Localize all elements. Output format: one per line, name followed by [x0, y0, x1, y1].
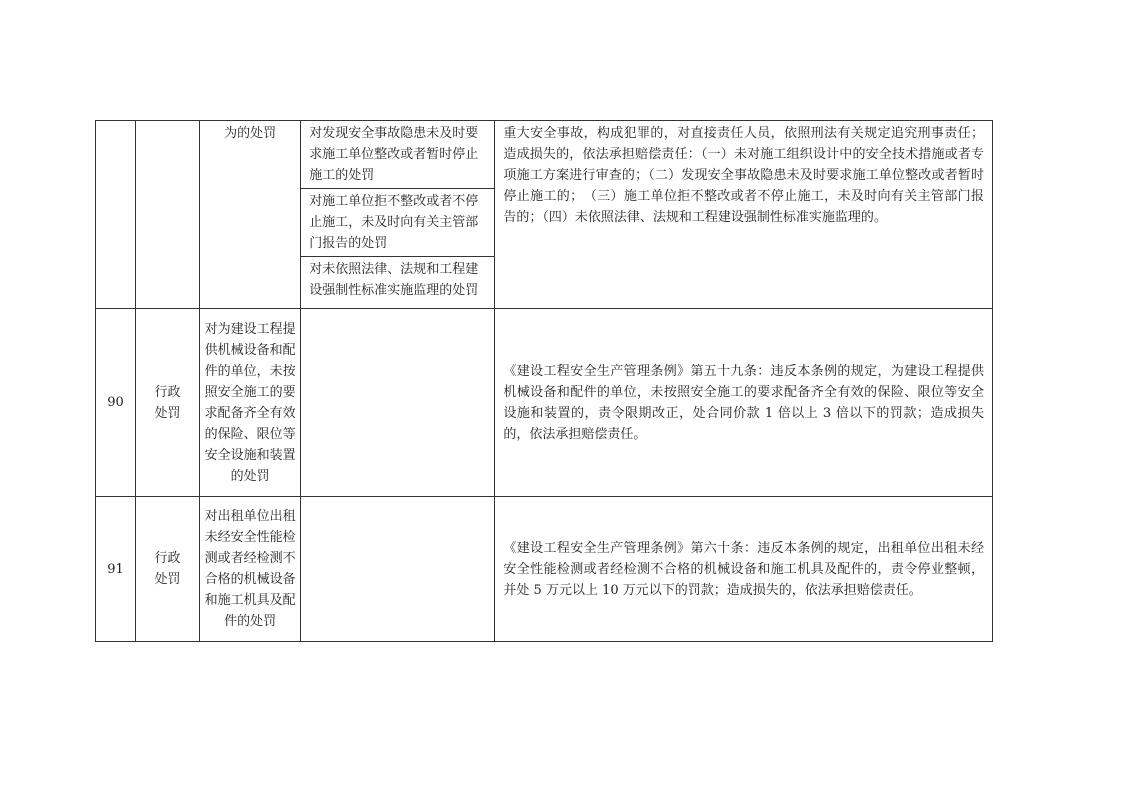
legal-basis-text: 重大安全事故，构成犯罪的，对直接责任人员，依照刑法有关规定追究刑事责任；造成损失的，依法承担赔偿责任：（一）未对施工组织设计中的安全技术措施或者专项施工方案进行审查的；（二）发现安全事故隐患未及时要求施工单位整改或者暂时停止施工的； （三）施工单位拒不整改或者不停止施工，未及时向有关主管部门报告的；（四）未依照法律、法规和工程建设强制性标准实施监理的。	[503, 126, 984, 225]
sub-item-cell	[301, 497, 495, 642]
sub-item-cell	[301, 121, 495, 189]
sub-item-text: 对未依照法律、法规和工程建设强制性标准实施监理的处罚	[309, 262, 479, 298]
sub-item-cell	[301, 257, 495, 309]
row-number-cell	[96, 121, 136, 309]
penalty-type-cell	[136, 309, 200, 497]
legal-basis-text: 《建设工程安全生产管理条例》第六十条：违反本条例的规定，出租单位出租未经安全性能检测或者经检测不合格的机械设备和施工机具及配件的，责令停业整顿，并处 5 万元以上 10 万元以下的罚款；造成损失的，依法承担赔偿责任。	[503, 540, 984, 598]
penalty-type-cell	[136, 121, 200, 309]
legal-basis-cell	[495, 309, 993, 497]
penalty-item-cell	[200, 309, 301, 497]
row-number-cell: 90	[96, 309, 136, 497]
sub-item-cell	[301, 309, 495, 497]
table-row	[96, 497, 993, 642]
legal-basis-cell	[495, 497, 993, 642]
legal-basis-cell	[495, 121, 993, 309]
penalty-item-text: 为的处罚	[224, 126, 277, 141]
table-row	[96, 121, 993, 189]
penalty-item-text: 对为建设工程提供机械设备和配件的单位，未按照安全施工的要求配备齐全有效的保险、限位等安全设施和装置的处罚	[204, 321, 296, 484]
penalty-item-text: 对出租单位出租未经安全性能检测或者经检测不合格的机械设备和施工机具及配件的处罚	[204, 509, 296, 629]
row-number-cell: 91	[96, 497, 136, 642]
penalty-type-text: 行政处罚	[154, 384, 181, 421]
penalty-type-text: 行政处罚	[154, 551, 181, 587]
sub-item-cell	[301, 189, 495, 257]
sub-item-text: 对发现安全事故隐患未及时要求施工单位整改或者暂时停止施工的处罚	[309, 126, 479, 183]
penalty-item-cell	[200, 121, 301, 309]
sub-item-text: 对施工单位拒不整改或者不停止施工，未及时向有关主管部门报告的处罚	[309, 194, 479, 251]
penalty-table	[95, 120, 993, 642]
penalty-item-cell	[200, 497, 301, 642]
table-row	[96, 309, 993, 497]
penalty-type-cell	[136, 497, 200, 642]
legal-basis-text: 《建设工程安全生产管理条例》第五十九条：违反本条例的规定，为建设工程提供机械设备和配件的单位，未按照安全施工的要求配备齐全有效的保险、限位等安全设施和装置的，责令限期改正，处合同价款 1 倍以上 3 倍以下的罚款；造成损失的，依法承担赔偿责任。	[503, 363, 984, 442]
